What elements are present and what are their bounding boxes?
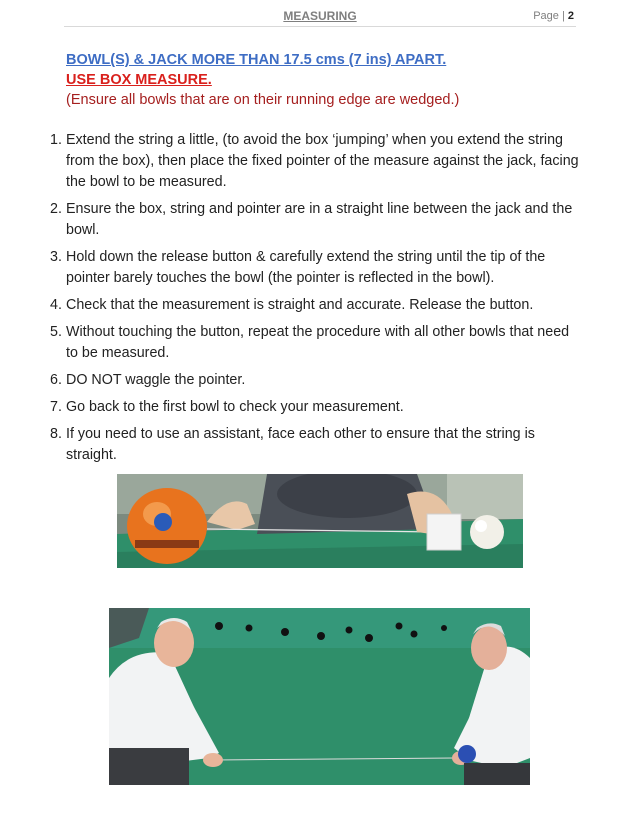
list-item xyxy=(44,295,584,316)
step-text: Ensure the box, string and pointer are in a straight line between the jack and the bowl. xyxy=(66,201,573,238)
header-title: MEASURING xyxy=(283,9,357,23)
step-text: Check that the measurement is straight and accurate. Release the button. xyxy=(66,297,534,313)
step-number: 8. xyxy=(50,426,62,442)
list-item xyxy=(44,130,584,193)
instruction-list xyxy=(44,130,584,472)
step-number: 6. xyxy=(50,372,62,388)
heading-note: (Ensure all bowls that are on their running edge are wedged.) xyxy=(66,92,460,108)
step-text: Hold down the release button & carefully extend the string until the tip of the pointer barely touches the bowl (the pointer is reflected in the bowl). xyxy=(66,249,546,286)
step-number: 2. xyxy=(50,201,62,217)
list-item xyxy=(44,322,584,364)
page-prefix: Page | xyxy=(533,10,565,22)
step-text: Go back to the first bowl to check your measurement. xyxy=(66,399,404,415)
photo-box-measure xyxy=(117,474,523,568)
list-item xyxy=(44,397,584,418)
step-text: If you need to use an assistant, face each other to ensure that the string is straight. xyxy=(66,426,535,463)
section-heading xyxy=(66,50,459,110)
heading-distance: BOWL(S) & JACK MORE THAN 17.5 cms (7 ins) APART. xyxy=(66,52,447,68)
page-label xyxy=(533,10,574,22)
step-number: 1. xyxy=(50,132,62,148)
step-number: 7. xyxy=(50,399,62,415)
step-text: Extend the string a little, (to avoid the box ‘jumping’ when you extend the string from the box), then place the fixed pointer of the measure against the jack, facing the bowl to be measured. xyxy=(66,132,579,190)
step-text: DO NOT waggle the pointer. xyxy=(66,372,246,388)
step-text: Without touching the button, repeat the procedure with all other bowls that need to be measured. xyxy=(66,324,570,361)
list-item xyxy=(44,247,584,289)
step-number: 4. xyxy=(50,297,62,313)
page-number: 2 xyxy=(567,10,574,22)
heading-box-measure: USE BOX MEASURE. xyxy=(66,72,212,88)
page-header xyxy=(64,8,576,27)
list-item xyxy=(44,370,584,391)
list-item xyxy=(44,424,584,466)
photo-assistant-measure xyxy=(109,608,530,785)
step-number: 5. xyxy=(50,324,62,340)
list-item xyxy=(44,199,584,241)
step-number: 3. xyxy=(50,249,62,265)
